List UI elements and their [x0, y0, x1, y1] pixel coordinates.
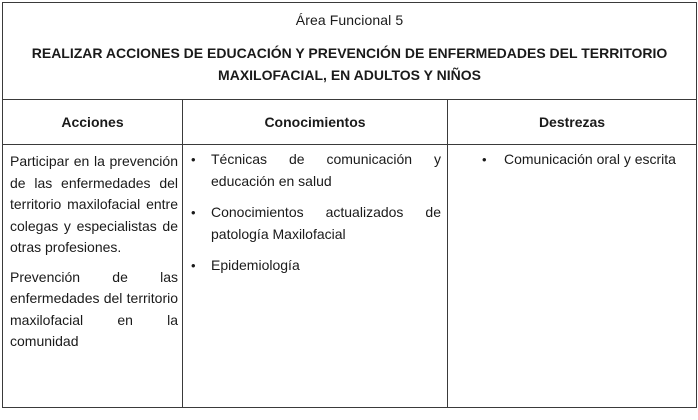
title-row: [3, 3, 697, 100]
accion-item: Participar en la prevención de las enfermedades del territorio maxilofacial entre colegas y especialistas de otras profesiones.: [10, 153, 178, 255]
main-title-line2: MAXILOFACIAL, EN ADULTOS Y NIÑOS: [218, 67, 481, 83]
main-title-line1: REALIZAR ACCIONES DE EDUCACIÓN Y PREVENCIÓN DE ENFERMEDADES DEL TERRITORIO: [31, 45, 668, 61]
header-row: [3, 100, 697, 145]
accion-item: Prevención de las enfermedades del territorio maxilofacial en la comunidad: [10, 268, 178, 349]
list-item: [183, 202, 447, 245]
main-title: [23, 42, 676, 86]
acciones-cell: [3, 145, 183, 408]
conocimiento-text: Epidemiología: [211, 257, 300, 273]
list-item: [183, 149, 447, 192]
area-label: Área Funcional 5: [295, 12, 404, 28]
conocimientos-list: [183, 149, 447, 277]
list-item: [183, 255, 447, 277]
column-header-acciones: Acciones: [3, 100, 183, 145]
column-header-destrezas: Destrezas: [448, 100, 697, 145]
column-header-conocimientos: Conocimientos: [183, 100, 448, 145]
list-item: [448, 149, 696, 171]
bullet-icon: •: [482, 152, 487, 167]
bullet-icon: •: [191, 152, 196, 167]
body-row: [3, 145, 697, 408]
document-page: [2, 2, 696, 418]
destrezas-cell: [448, 145, 697, 408]
title-cell: [3, 3, 697, 100]
destrezas-list: [448, 149, 696, 171]
conocimiento-text: Conocimientos actualizados de patología Maxilofacial: [211, 204, 441, 242]
bullet-icon: •: [191, 205, 196, 220]
destreza-text: Comunicación oral y escrita: [504, 151, 676, 167]
conocimientos-cell: [183, 145, 448, 408]
bullet-icon: •: [191, 258, 196, 273]
competency-table: [2, 2, 697, 408]
conocimiento-text: Técnicas de comunicación y educación en salud: [211, 151, 441, 189]
